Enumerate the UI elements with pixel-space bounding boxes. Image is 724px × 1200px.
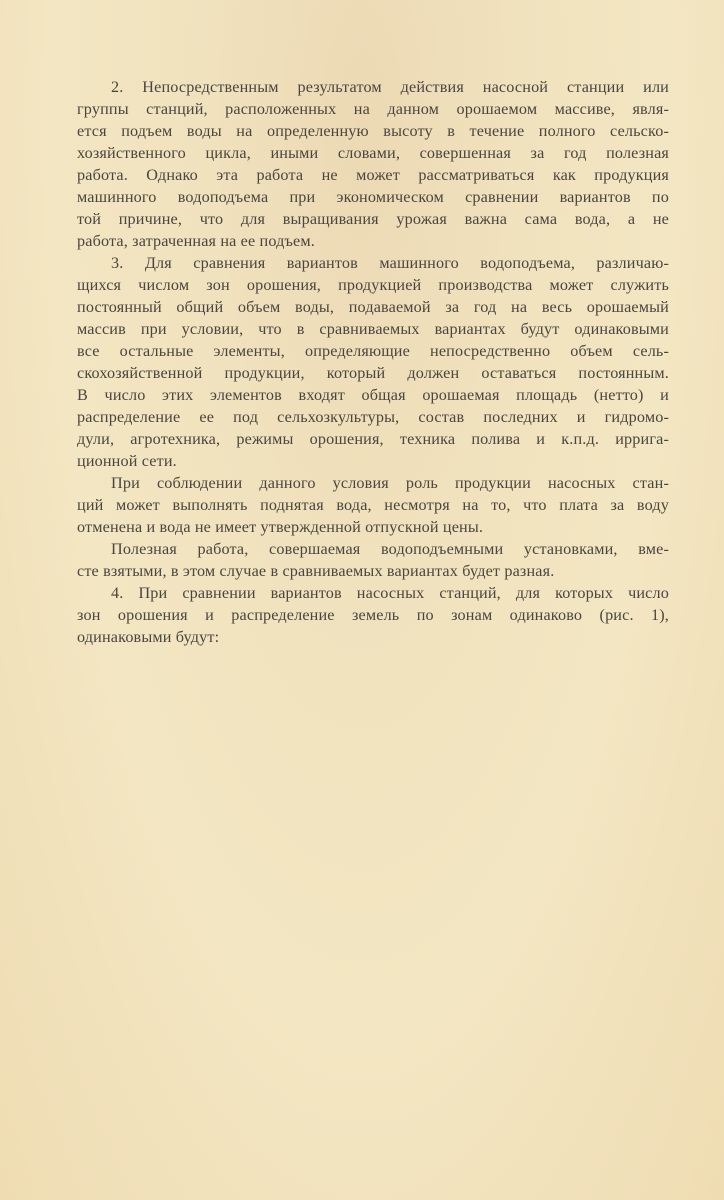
text-line: той причине, что для выращивания урожая важна сама вода, а не [77,210,669,228]
text-line: массив при условии, что в сравниваемых вариантах будут одинаковыми [77,320,669,338]
text-line: распределение ее под сельхозкультуры, состав последних и гидромо- [77,408,669,426]
text-line: хозяйственного цикла, иными словами, совершенная за год полезная [77,144,669,162]
text-line: отменена и вода не имеет утвержденной отпускной цены. [77,518,484,536]
text-line: щихся числом зон орошения, продукцией производства может служить [77,276,669,294]
text-line: ционной сети. [77,452,177,470]
text-line: ется подъем воды на определенную высоту в течение полного сельско- [77,122,669,140]
text-line: все остальные элементы, определяющие непосредственно объем сель- [77,342,669,360]
text-line: 2. Непосредственным результатом действия насосной станции или [111,78,669,96]
text-line: скохозяйственной продукции, который должен оставаться постоянным. [77,364,669,382]
text-line: ций может выполнять поднятая вода, несмотря на то, что плата за воду [77,496,669,514]
text-line: постоянный общий объем воды, подаваемой за год на весь орошаемый [77,298,669,316]
text-line: зон орошения и распределение земель по зонам одинаково (рис. 1), [77,606,669,624]
text-line: 4. При сравнении вариантов насосных станций, для которых число [111,584,669,602]
text-line: В число этих элементов входят общая орошаемая площадь (нетто) и [77,386,669,404]
text-line: дули, агротехника, режимы орошения, техника полива и к.п.д. ирригa- [77,430,669,448]
text-line: Полезная работа, совершаемая водоподъемными установками, вме- [111,540,669,558]
text-line: машинного водоподъема при экономическом сравнении вариантов по [77,188,669,206]
text-line: При соблюдении данного условия роль продукции насосных стан- [111,474,669,492]
text-line: группы станций, расположенных на данном орошаемом массиве, явля- [77,100,669,118]
text-line: работа. Однако эта работа не может рассматриваться как продукция [77,166,669,184]
text-line: сте взятыми, в этом случае в сравниваемых вариантах будет разная. [77,562,555,580]
text-line: 3. Для сравнения вариантов машинного водоподъема, различаю- [111,254,669,272]
text-line: одинаковыми будут: [77,628,220,646]
text-line: работа, затраченная на ее подъем. [77,232,315,250]
